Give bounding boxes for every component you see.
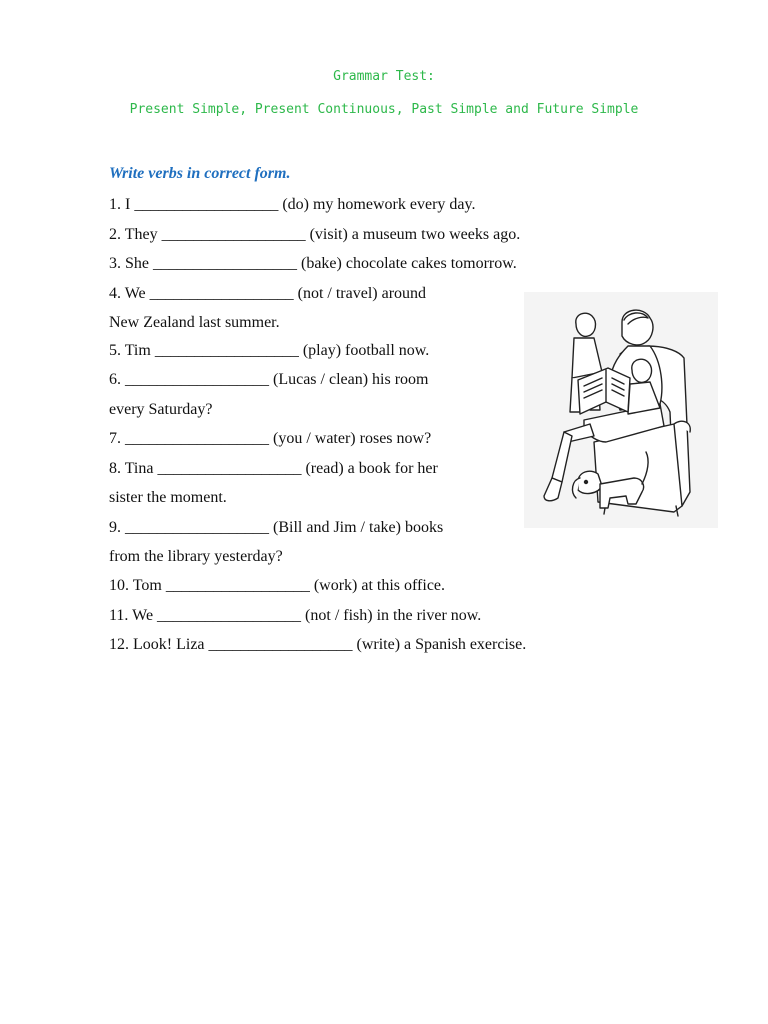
exercise-line-6-continued: every Saturday? — [109, 401, 213, 418]
exercise-line-4-continued: New Zealand last summer. — [109, 314, 280, 331]
exercise-line-5: 5. Tim __________________ (play) football now. — [109, 342, 430, 359]
exercise-line-11: 11. We __________________ (not / fish) in the river now. — [109, 607, 482, 624]
exercise-line-6: 6. __________________ (Lucas / clean) his room — [109, 371, 429, 388]
mother-reading-illustration — [524, 292, 718, 528]
exercise-instruction: Write verbs in correct form. — [109, 165, 291, 182]
worksheet-subtitle: Present Simple, Present Continuous, Past Simple and Future Simple — [129, 102, 639, 117]
exercise-line-8: 8. Tina __________________ (read) a book for her — [109, 460, 438, 477]
exercise-line-1: 1. I __________________ (do) my homework every day. — [109, 196, 476, 213]
exercise-line-9-continued: from the library yesterday? — [109, 548, 283, 565]
exercise-line-12: 12. Look! Liza __________________ (write) a Spanish exercise. — [109, 636, 527, 653]
exercise-line-4: 4. We __________________ (not / travel) around — [109, 285, 427, 302]
exercise-line-10: 10. Tom __________________ (work) at this office. — [109, 577, 446, 594]
exercise-line-9: 9. __________________ (Bill and Jim / take) books — [109, 519, 444, 536]
exercise-line-8-continued: sister the moment. — [109, 489, 227, 506]
exercise-line-7: 7. __________________ (you / water) roses now? — [109, 430, 432, 447]
exercise-line-2: 2. They __________________ (visit) a museum two weeks ago. — [109, 226, 521, 243]
worksheet-title: Grammar Test: — [333, 69, 435, 84]
exercise-line-3: 3. She __________________ (bake) chocolate cakes tomorrow. — [109, 255, 517, 272]
